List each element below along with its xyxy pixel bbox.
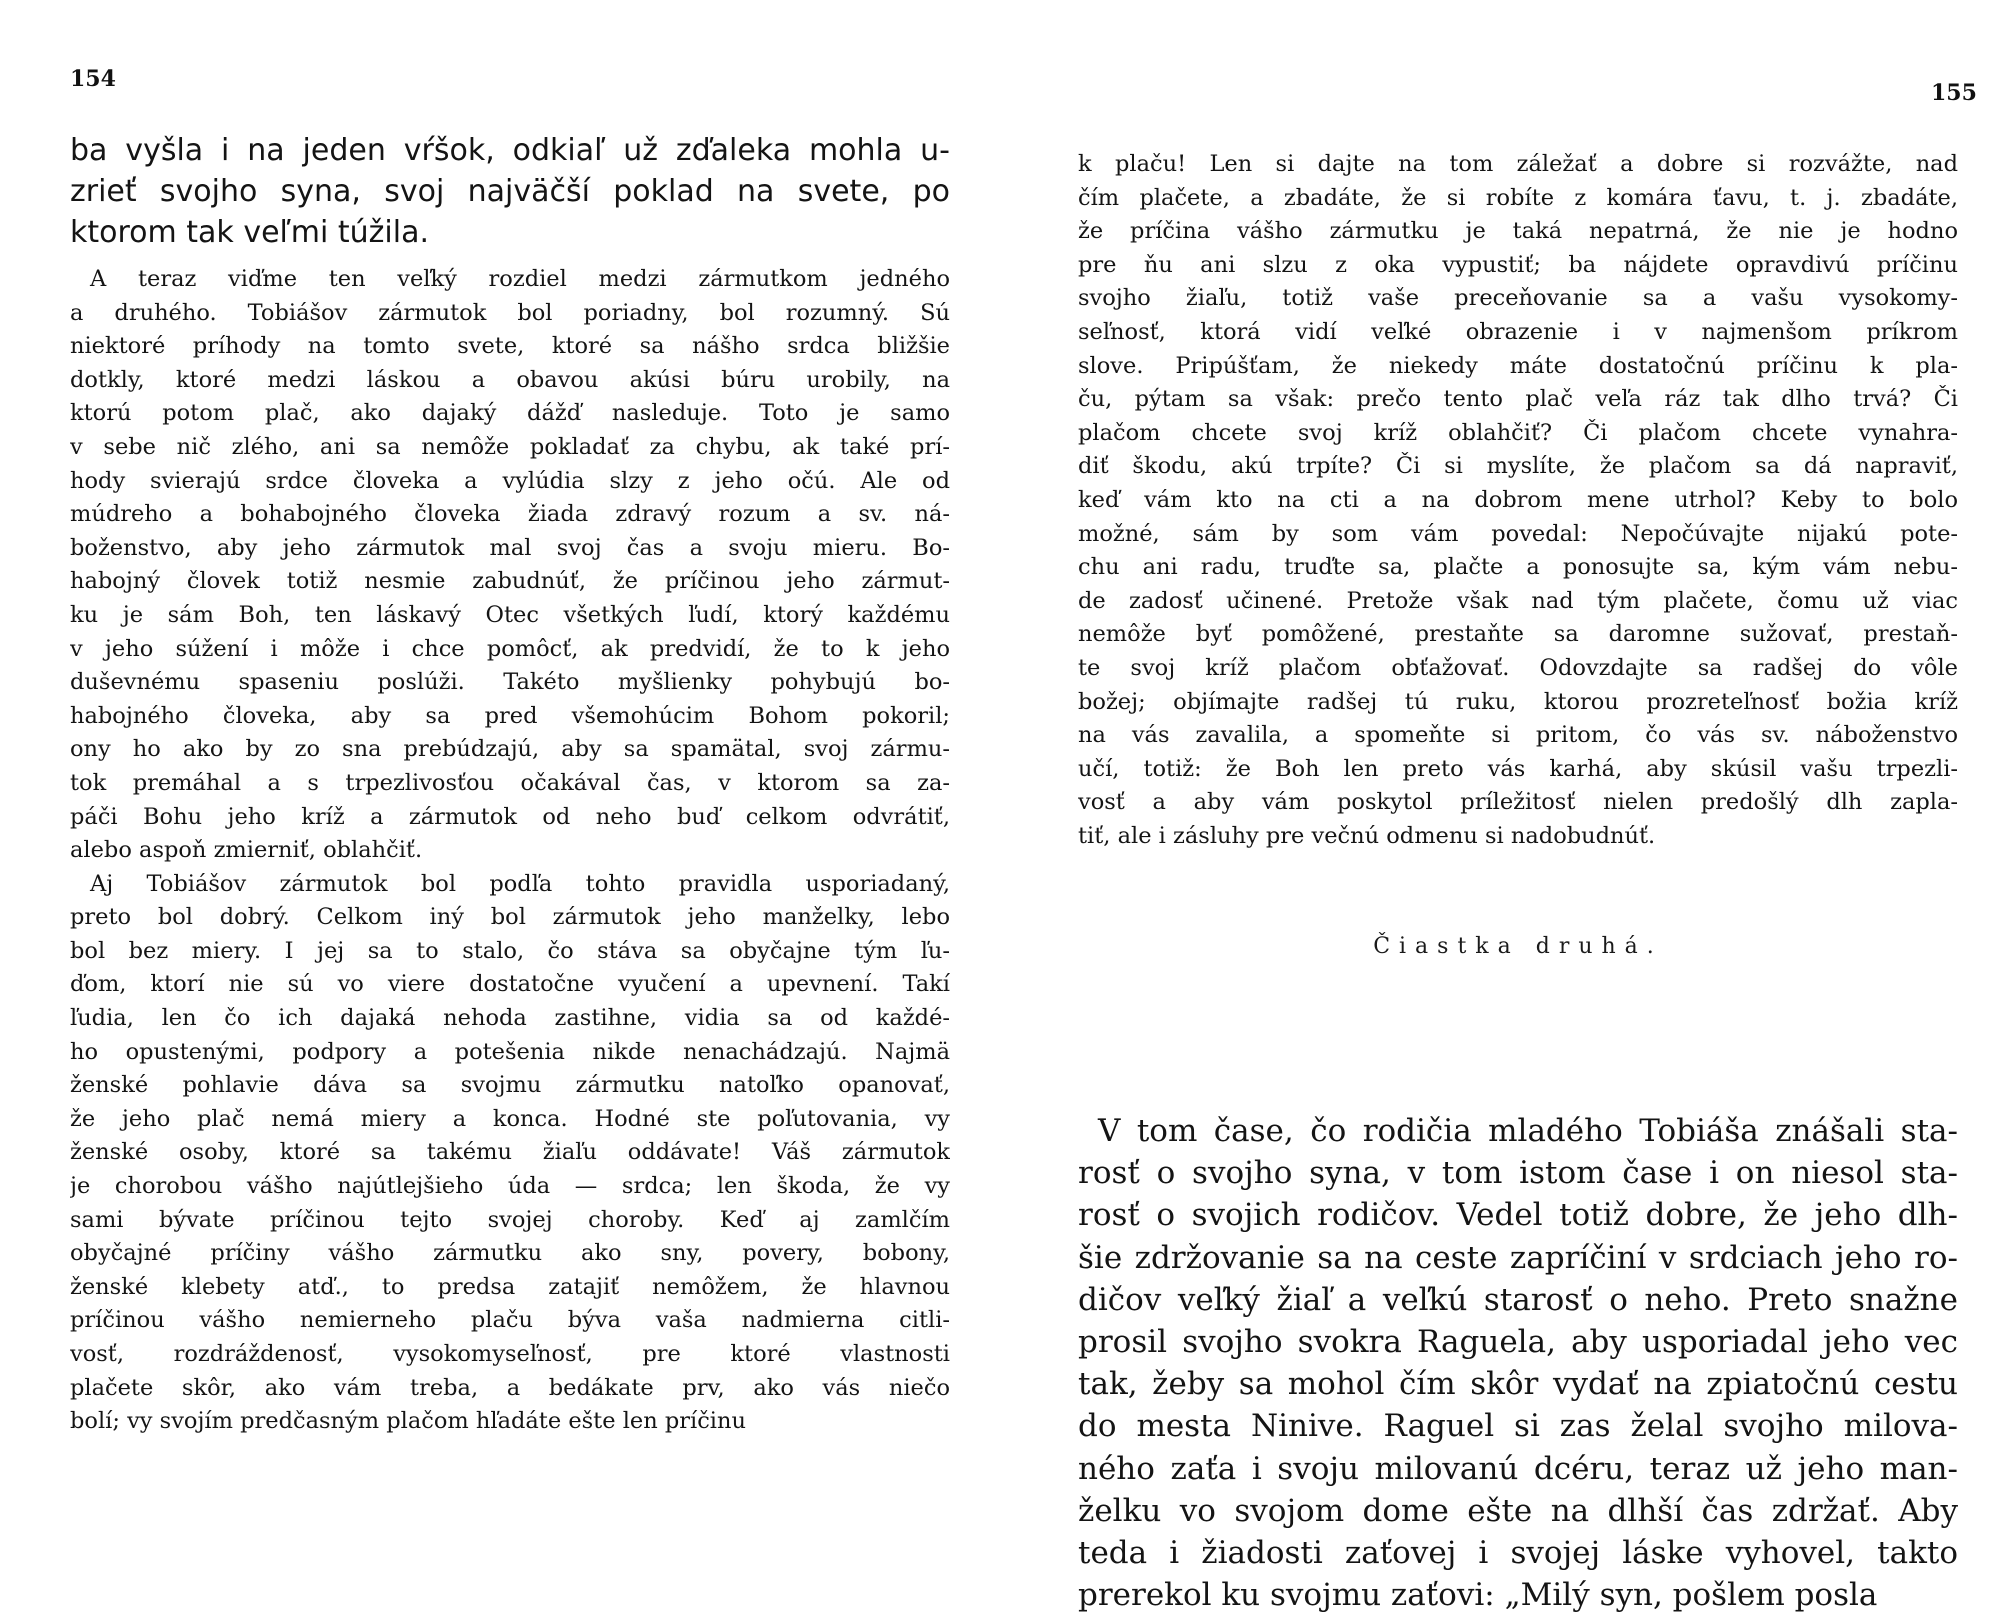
intro-paragraph: [70, 130, 950, 253]
text-line: že jeho plač nemá miery a konca. Hodné ste poľutovania, vy: [70, 1105, 950, 1132]
text-line: múdreho a bohabojného človeka žiada zdravý rozum a sv. ná-: [70, 501, 950, 528]
text-line: ku je sám Boh, ten láskavý Otec všetkých ľudí, ktorý každému: [70, 601, 950, 628]
right-text-column: [1078, 148, 1958, 1614]
text-line: zrieť svojho syna, svoj najväčší poklad na svete, po: [70, 174, 950, 209]
text-line: seľnosť, ktorá vidí veľké obrazenie i v najmenšom príkrom: [1078, 318, 1958, 345]
text-line: hody svierajú srdce človeka a vylúdia slzy z jeho očú. Ale od: [70, 467, 950, 494]
text-line: chu ani radu, truďte sa, plačte a ponosujte sa, kým vám nebu-: [1078, 554, 1958, 581]
text-line: sami bývate príčinou tejto svojej choroby. Keď aj zamlčím: [70, 1206, 950, 1233]
text-line: slove. Pripúšťam, že niekedy máte dostatočnú príčinu k pla-: [1078, 352, 1958, 379]
text-line: ho opustenými, podpory a potešenia nikde nenachádzajú. Najmä: [70, 1038, 950, 1065]
text-line: dotkly, ktoré medzi láskou a obavou akúsi búru urobily, na: [70, 366, 950, 393]
text-line: je chorobou vášho najútlejšieho úda — srdca; len škoda, že vy: [70, 1173, 950, 1200]
paragraph-2: [70, 868, 950, 1439]
text-line: možné, sám by som vám povedal: Nepočúvajte nijakú pote-: [1078, 520, 1958, 547]
text-line: duševnému spaseniu poslúži. Takéto myšlienky pohybujú bo-: [70, 669, 950, 696]
text-line: V tom čase, čo rodičia mladého Tobiáša znášali sta-: [1098, 1113, 1958, 1149]
text-line: ženské klebety atď., to predsa zatajiť nemôžem, že hlavnou: [70, 1273, 950, 1300]
text-line: A teraz viďme ten veľký rozdiel medzi zármutkom jedného: [90, 266, 950, 292]
left-text-column: [70, 130, 950, 1439]
text-line: ču, pýtam sa však: prečo tento plač veľa ráz tak dlho trvá? Či: [1078, 386, 1958, 413]
text-line: vosť, rozdráždenosť, vysokomyseľnosť, pre ktoré vlastnosti: [70, 1341, 950, 1367]
text-line: tiť, ale i zásluhy pre večnú odmenu si nadobudnúť.: [1078, 822, 1656, 849]
text-line: dičov veľký žiaľ a veľkú starosť o neho. Preto snažne: [1078, 1281, 1958, 1318]
text-line: že príčina vášho zármutku je taká nepatrná, že nie je hodno: [1078, 218, 1958, 245]
text-line: boženstvo, aby jeho zármutok mal svoj čas a svoju mieru. Bo-: [70, 534, 950, 561]
text-line: čím plačete, a zbadáte, že si robíte z komára ťavu, t. j. zbadáte,: [1078, 184, 1958, 211]
text-line: ženské pohlavie dáva sa svojmu zármutku natoľko opanovať,: [70, 1072, 950, 1099]
text-line: pre ňu ani slzu z oka vypustiť; ba nájdete opravdivú príčinu: [1078, 251, 1958, 278]
text-line: keď vám kto na cti a na dobrom mene utrhol? Keby to bolo: [1078, 486, 1958, 513]
text-line: na vás zavalila, a spomeňte si pritom, čo vás sv. náboženstvo: [1078, 722, 1958, 749]
text-line: alebo aspoň zmierniť, oblahčiť.: [70, 837, 423, 864]
text-line: ktorú potom plač, ako dajaký dážď nasleduje. Toto je samo: [70, 400, 950, 427]
text-line: ktorom tak veľmi túžila.: [70, 215, 430, 250]
text-line: rosť o svojho syna, v tom istom čase i on niesol sta-: [1078, 1155, 1958, 1192]
text-line: prosil svojho svokra Raguela, aby usporiadal jeho vec: [1078, 1324, 1958, 1361]
text-line: tok premáhal a s trpezlivosťou očakával čas, v ktorom sa za-: [70, 769, 950, 796]
text-line: ďom, ktorí nie sú vo viere dostatočne vyučení a upevnení. Takí: [70, 971, 950, 998]
text-line: diť škodu, akú trpíte? Či si myslíte, že plačom sa dá napraviť,: [1078, 453, 1958, 480]
text-line: božej; objímajte radšej tú ruku, ktorou prozreteľnosť božia kríž: [1078, 688, 1958, 715]
text-line: bol bez miery. I jej sa to stalo, čo stáva sa obyčajne tým ľu-: [70, 937, 950, 964]
left-page: [0, 0, 1006, 1500]
text-line: príčinou vášho nemierneho plaču býva vaša nadmierna citli-: [70, 1307, 950, 1334]
text-line: vosť a aby vám poskytol príležitosť nielen predošlý dlh zapla-: [1078, 789, 1958, 816]
text-line: plačete skôr, ako vám treba, a bedákate prv, ako vás niečo: [70, 1374, 950, 1401]
text-line: rosť o svojich rodičov. Vedel totiž dobre, že jeho dlh-: [1078, 1197, 1958, 1234]
text-line: plačom chcete svoj kríž oblahčiť? Či plačom chcete vynahra-: [1078, 419, 1958, 446]
text-line: preto bol dobrý. Celkom iný bol zármutok jeho manželky, lebo: [70, 904, 950, 931]
text-line: prerekol ku svojmu zaťovi: „Milý syn, pošlem posla: [1078, 1577, 1878, 1614]
text-line: nemôže byť pomôžené, prestaňte sa daromne sužovať, prestaň-: [1078, 621, 1958, 648]
text-line: bolí; vy svojím predčasným plačom hľadáte ešte len príčinu: [70, 1408, 746, 1435]
paragraph-1: [70, 263, 950, 868]
text-line: niektoré príhody na tomto svete, ktoré sa nášho srdca bližšie: [70, 333, 950, 360]
text-line: obyčajné príčiny vášho zármutku ako sny, povery, bobony,: [70, 1240, 950, 1267]
text-line: v jeho súžení i môže i chce pomôcť, ak predvidí, že to k jeho: [70, 635, 950, 662]
text-line: k plaču! Len si dajte na tom záležať a dobre si rozvážte, nad: [1078, 151, 1958, 177]
page-number-left: 154: [70, 66, 116, 92]
text-line: a druhého. Tobiášov zármutok bol poriadny, bol rozumný. Sú: [70, 299, 950, 326]
text-line: ony ho ako by zo sna prebúdzajú, aby sa spamätal, svoj zármu-: [70, 736, 950, 763]
section-paragraph: [1078, 1110, 1958, 1616]
text-line: želku vo svojom dome ešte na dlhší čas zdržať. Aby: [1078, 1492, 1958, 1529]
text-line: teda i žiadosti zaťovej i svojej láske vyhovel, takto: [1078, 1535, 1958, 1572]
text-line: páči Bohu jeho kríž a zármutok od neho buď celkom odvrátiť,: [70, 803, 950, 830]
text-line: v sebe nič zlého, ani sa nemôže pokladať za chybu, ak také prí-: [70, 433, 950, 460]
text-line: Aj Tobiášov zármutok bol podľa tohto pravidla usporiadaný,: [90, 870, 950, 897]
section-heading: Čiastka druhá.: [1373, 934, 1663, 959]
text-line: ženské osoby, ktoré sa takému žiaľu oddávate! Váš zármutok: [70, 1139, 950, 1166]
text-line: habojného človeka, aby sa pred všemohúcim Bohom pokoril;: [70, 702, 950, 729]
text-line: de zadosť učinené. Pretože však nad tým plačete, čomu už viac: [1078, 587, 1958, 614]
text-line: šie zdržovanie sa na ceste zapríčiní v srdciach jeho ro-: [1078, 1239, 1958, 1276]
text-line: ľudia, len čo ich dajaká nehoda zastihne, vidia sa od každé-: [70, 1005, 950, 1032]
text-line: ného zaťa i svoju milovanú dcéru, teraz už jeho man-: [1078, 1450, 1958, 1487]
paragraph-continued: [1078, 148, 1958, 853]
text-line: habojný človek totiž nesmie zabudnúť, že príčinou jeho zármut-: [70, 568, 950, 595]
text-line: tak, žeby sa mohol čím skôr vydať na zpiatočnú cestu: [1078, 1366, 1958, 1403]
text-line: učí, totiž: že Boh len preto vás karhá, aby skúsil vašu trpezli-: [1078, 755, 1958, 782]
text-line: te svoj kríž plačom obťažovať. Odovzdajte sa radšej do vôle: [1078, 654, 1958, 681]
text-line: svojho žiaľu, totiž vaše preceňovanie sa a vašu vysokomy-: [1078, 285, 1958, 312]
page-number-right: 155: [1931, 80, 1977, 106]
right-page: [1006, 0, 2012, 1614]
text-line: do mesta Ninive. Raguel si zas želal svojho milova-: [1078, 1408, 1958, 1445]
text-line: ba vyšla i na jeden vŕšok, odkiaľ už zďaleka mohla u-: [70, 133, 950, 168]
